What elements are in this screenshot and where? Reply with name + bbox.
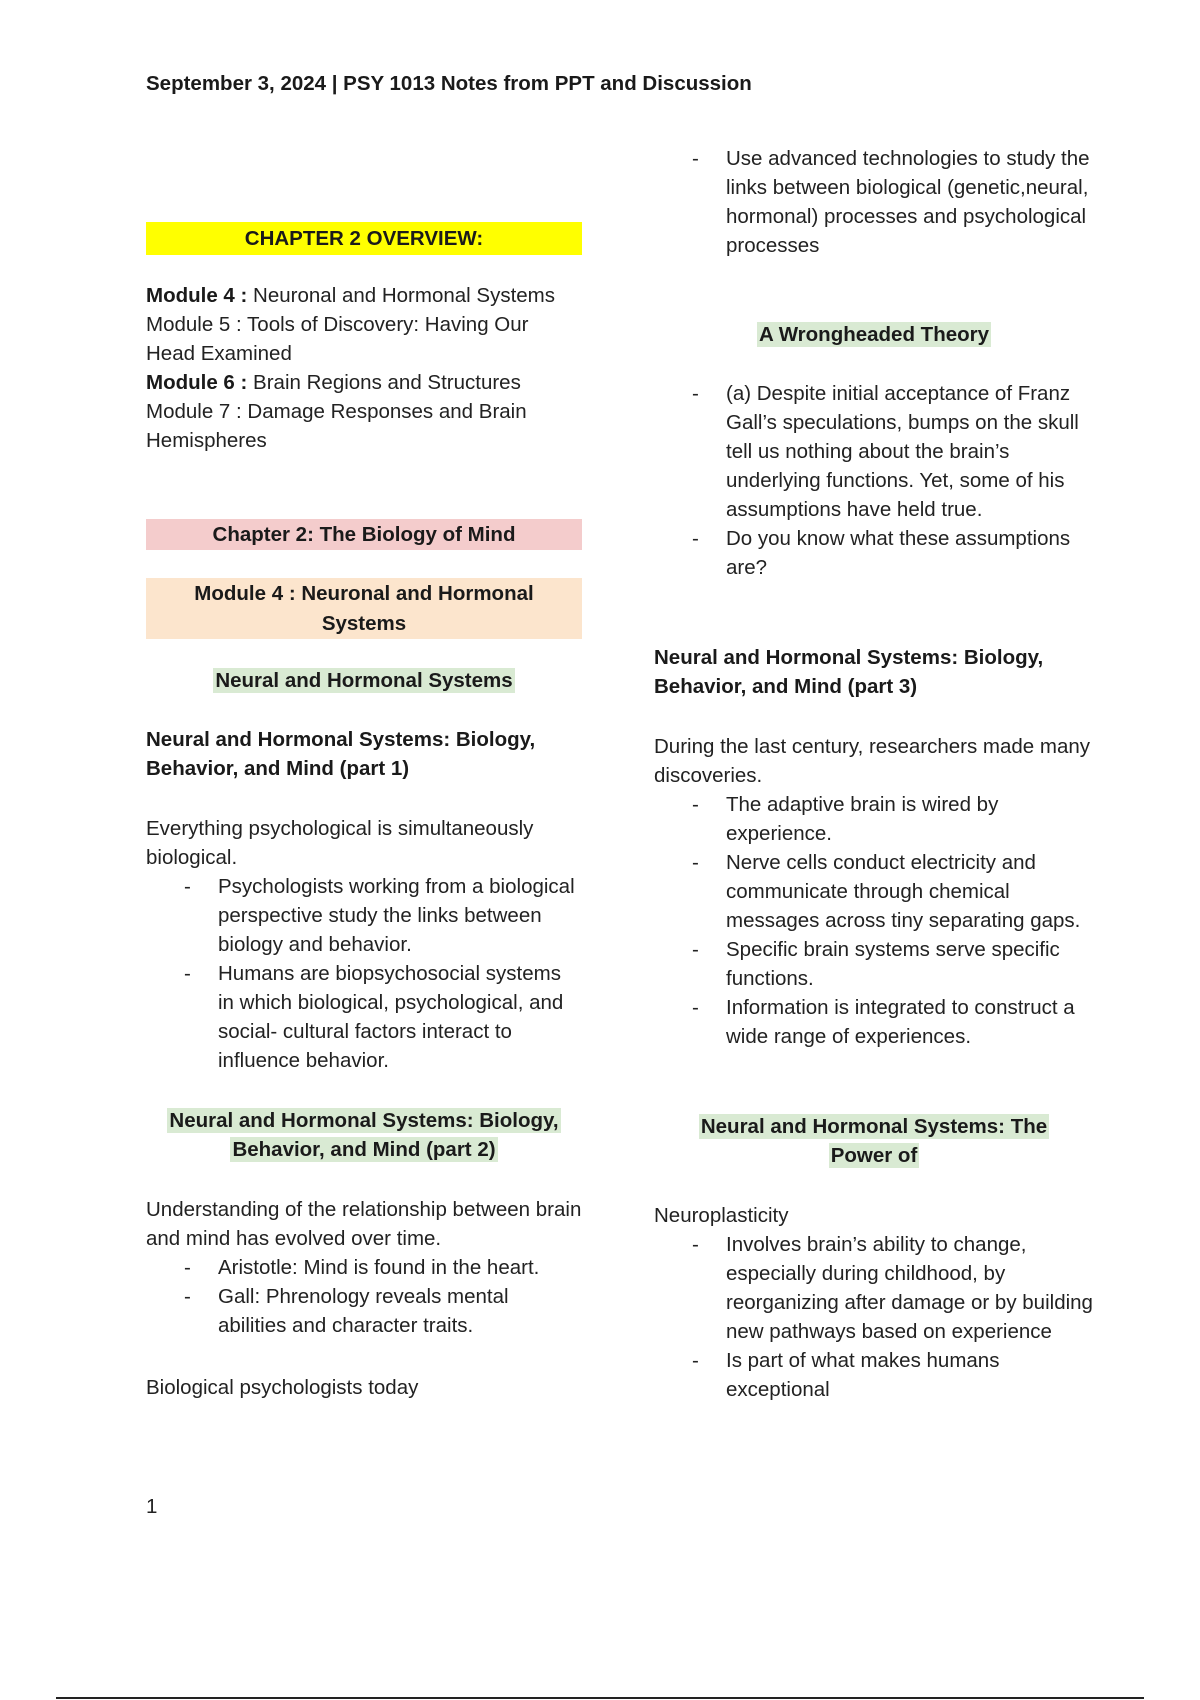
- wrongheaded-body: [654, 379, 1094, 582]
- part2-intro: Understanding of the relationship between brain and mind has evolved over time.: [146, 1198, 582, 1250]
- section-heading-neural: Neural and Hormonal Systems: [215, 669, 513, 692]
- page-number: 1: [146, 1495, 158, 1518]
- part3-title: Neural and Hormonal Systems: Biology, Behavior, and Mind (part 3): [654, 646, 1044, 698]
- chapter-overview-banner: CHAPTER 2 OVERVIEW:: [146, 222, 582, 255]
- page-header: September 3, 2024 | PSY 1013 Notes from PPT and Discussion: [146, 72, 752, 95]
- part3-body: [654, 732, 1094, 1051]
- top-list: [654, 144, 1094, 260]
- module-item: Module 4 : Neuronal and Hormonal Systems: [146, 284, 555, 307]
- list-item: - (a) Despite initial acceptance of Franz Gall’s speculations, bumps on the skull tell us nothing about the brain’s underlying functions. Yet, some of his assumptions have held true.: [654, 379, 1094, 524]
- wrongheaded-title: A Wrongheaded Theory: [758, 323, 990, 346]
- part2-title: Neural and Hormonal Systems: Biology, Behavior, and Mind (part 2): [169, 1109, 559, 1161]
- list-item: - Aristotle: Mind is found in the heart.: [146, 1253, 582, 1282]
- part2-tail: Biological psychologists today: [146, 1376, 419, 1399]
- part1-title: Neural and Hormonal Systems: Biology, Behavior, and Mind (part 1): [146, 728, 536, 780]
- list-item: - Humans are biopsychosocial systems in which biological, psychological, and social- cultural factors interact to influence behavior.: [146, 959, 582, 1075]
- power-title: Neural and Hormonal Systems: The Power of: [700, 1115, 1048, 1167]
- list-item: - Do you know what these assumptions are?: [654, 524, 1094, 582]
- list-item: - Use advanced technologies to study the links between biological (genetic,neural, hormonal) processes and psychological processes: [654, 144, 1094, 260]
- part2-list: [146, 1253, 582, 1340]
- neuro-body: [654, 1201, 1094, 1404]
- wrongheaded-list: [654, 379, 1094, 582]
- part3-intro: During the last century, researchers made many discoveries.: [654, 735, 1091, 787]
- list-item: - Psychologists working from a biological perspective study the links between biology and behavior.: [146, 872, 582, 959]
- list-item: - The adaptive brain is wired by experience.: [654, 790, 1094, 848]
- part1-intro: Everything psychological is simultaneously biological.: [146, 817, 534, 869]
- module-item: Module 7 : Damage Responses and Brain Hemispheres: [146, 400, 527, 452]
- part3-list: [654, 790, 1094, 1051]
- list-item: - Nerve cells conduct electricity and communicate through chemical messages across tiny separating gaps.: [654, 848, 1094, 935]
- list-item: - Is part of what makes humans exceptional: [654, 1346, 1094, 1404]
- top-list-block: [654, 144, 1094, 260]
- module-item: Module 6 : Brain Regions and Structures: [146, 371, 521, 394]
- module-list: [146, 281, 582, 455]
- list-item: - Involves brain’s ability to change, especially during childhood, by reorganizing after damage or by building new pathways based on experience: [654, 1230, 1094, 1346]
- part1-list: [146, 872, 582, 1075]
- bottom-divider: [56, 1697, 1144, 1699]
- neuro-label: Neuroplasticity: [654, 1204, 789, 1227]
- list-item: - Information is integrated to construct a wide range of experiences.: [654, 993, 1094, 1051]
- neuro-list: [654, 1230, 1094, 1404]
- part2-body: [146, 1195, 582, 1340]
- part1-body: [146, 814, 582, 1075]
- module4-title-banner: Module 4 : Neuronal and Hormonal Systems: [146, 578, 582, 639]
- list-item: - Specific brain systems serve specific functions.: [654, 935, 1094, 993]
- list-item: - Gall: Phrenology reveals mental abilities and character traits.: [146, 1282, 582, 1340]
- module-item: Module 5 : Tools of Discovery: Having Our Head Examined: [146, 313, 529, 365]
- chapter-title-banner: Chapter 2: The Biology of Mind: [146, 519, 582, 550]
